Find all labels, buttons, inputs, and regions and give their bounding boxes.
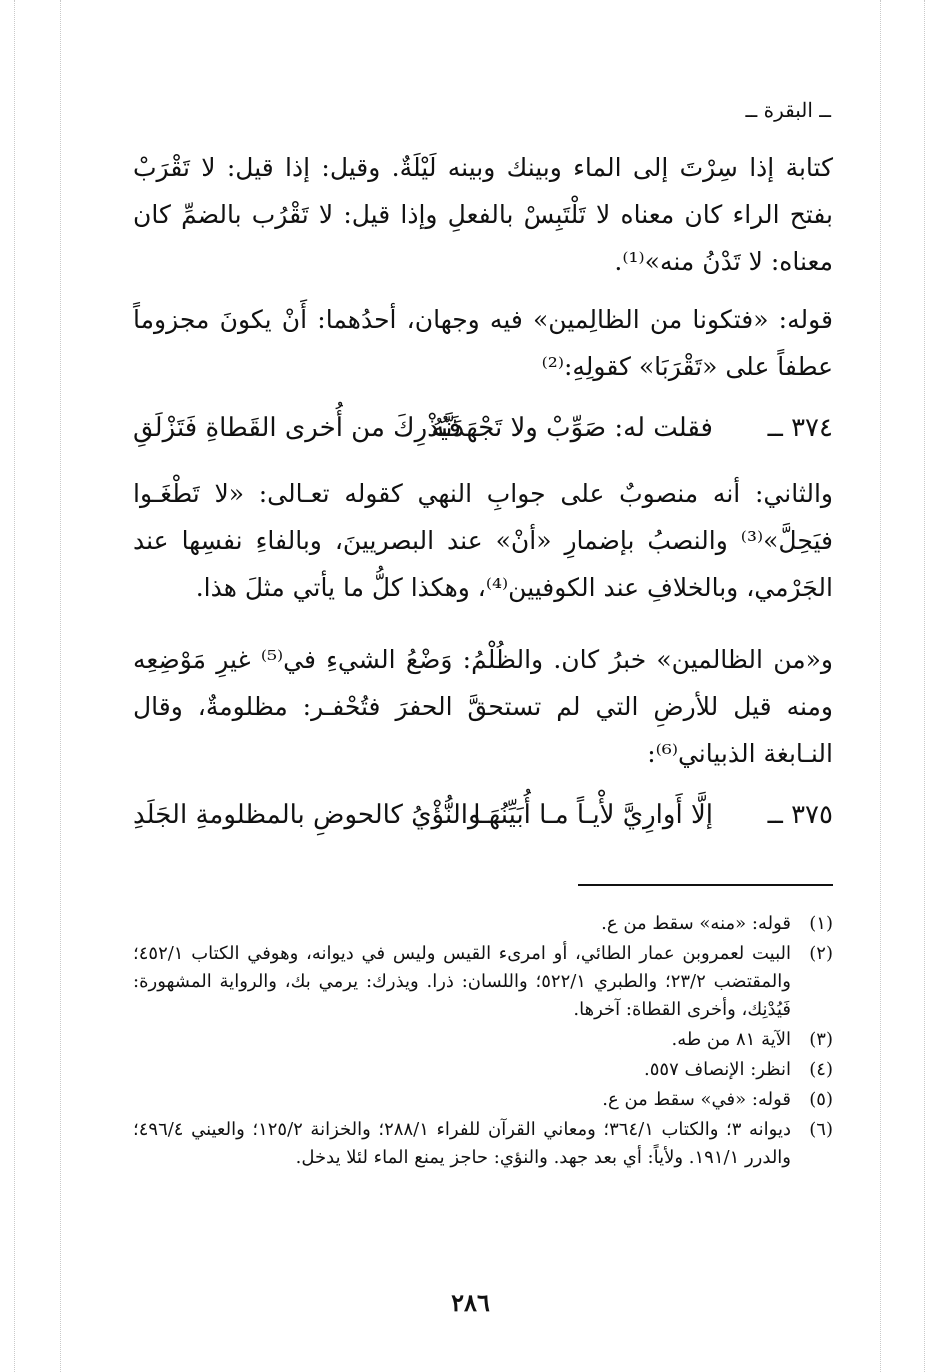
paragraph-2: قوله: «فتكونا من الظالِمين» فيه وجهان، أحدُهما: أَنْ يكونَ مجزوماً عطفاً على «تَقْرَبَا» كقولِهِ:⁽²⁾ — [133, 305, 833, 381]
scan-margin-line — [924, 0, 925, 1372]
verse-374 — [133, 403, 833, 453]
scan-margin-line — [14, 0, 15, 1372]
footnote-number: (٢) — [809, 943, 833, 964]
footnote-text: انظر: الإنصاف ٥٥٧. — [644, 1059, 791, 1080]
paragraph-4: و«من الظالمين» خبرُ كان. والظُلْمُ: وَضْعُ الشيءِ في⁽⁵⁾ غيرِ مَوْضِعِه ومنه قيل للأرضِ التي لم تستحقَّ الحفرَ فتُحْفـر: مظلومةٌ، وقال النـابغة الذبياني⁽⁶⁾: — [133, 645, 833, 768]
footnote — [133, 1056, 833, 1084]
verse-hemistich-second: فَيُذْرِكَ من أُخرى القَطاةِ فَتَزْلَقِ — [133, 413, 462, 443]
running-header: ــ البقرة ــ — [745, 98, 831, 122]
verse-hemistich-first: فقلت له: صَوِّبْ ولا تَجْهَدَنَّهُ — [431, 413, 713, 443]
footnotes — [133, 910, 833, 1174]
footnote-number: (١) — [809, 913, 833, 934]
verse-number: ٣٧٥ ــ — [767, 800, 833, 830]
footnote-text: ديوانه ٣؛ والكتاب ٣٦٤/١؛ ومعاني القرآن للفراء ٢٨٨/١؛ والخزانة ١٢٥/٢؛ والعيني ٤٩٦/٤؛ والدرر ١٩١/١. ولأياً: أي بعد جهد. والنؤي: حاجز يمنع الماء لئلا يدخل. — [133, 1119, 791, 1168]
footnote-text: البيت لعمروبن عمار الطائي، أو امرىء القيس وليس في ديوانه، وهوفي الكتاب ٤٥٢/١؛ والمقتضب ٢٣/٢؛ والطبري ٥٢٢/١؛ واللسان: ذرا. ويذرك: يرمي بك، والرواية المشهورة: فَيُدْنِك، وأخرى القطاة: آخرها. — [133, 943, 791, 1020]
footnote-text: قوله: «منه» سقط من ع. — [601, 913, 791, 934]
page-number: ٢٨٦ — [451, 1288, 490, 1317]
scan-margin-line — [60, 0, 61, 1372]
footnote — [133, 910, 833, 938]
scan-margin-line — [880, 0, 881, 1372]
footnote — [133, 1026, 833, 1054]
footnote-number: (٣) — [809, 1029, 833, 1050]
verse-hemistich-second: والنُّؤْيُ كالحوضِ بالمظلومةِ الجَلَدِ — [133, 800, 481, 830]
footnote-text: الآية ٨١ من طه. — [671, 1029, 791, 1050]
paragraph-1: كتابة إذا سِرْتَ إلى الماء وبينك وبينه لَيْلَةٌ. وقيل: إذا قيل: لا تَقْرَبْ بفتح الراء كان معناه لا تَلْتَبِسْ بالفعلِ وإذا قيل: لا تَقْرُب بالضمِّ كان معناه: لا تَدْنُ منه»⁽¹⁾. — [133, 153, 833, 276]
verse-number: ٣٧٤ ــ — [767, 413, 833, 443]
verse-375 — [133, 790, 833, 840]
verse-hemistich-first: إلَّا أَوارِيَّ لأْيـاً مـا أُبَيِّنُهَـا — [473, 800, 713, 830]
footnote-text: قوله: «في» سقط من ع. — [602, 1089, 791, 1110]
paragraph-3: والثاني: أنه منصوبٌ على جوابِ النهي كقوله تعـالى: «لا تَطْغَـوا فيَحِلَّ»⁽³⁾ والنصبُ بإضمارِ «أنْ» عند البصريينَ، وبالفاءِ نفسِها عند الجَرْمي، وبالخلافِ عند الكوفيين⁽⁴⁾، وهكذا كلُّ ما يأتي مثلَ هذا. — [133, 479, 833, 602]
footnote-number: (٥) — [809, 1089, 833, 1110]
footnote — [133, 940, 833, 1024]
footnote-number: (٤) — [809, 1059, 833, 1080]
footnote — [133, 1116, 833, 1172]
footnote-separator — [578, 884, 833, 886]
footnote-number: (٦) — [809, 1119, 833, 1140]
footnote — [133, 1086, 833, 1114]
